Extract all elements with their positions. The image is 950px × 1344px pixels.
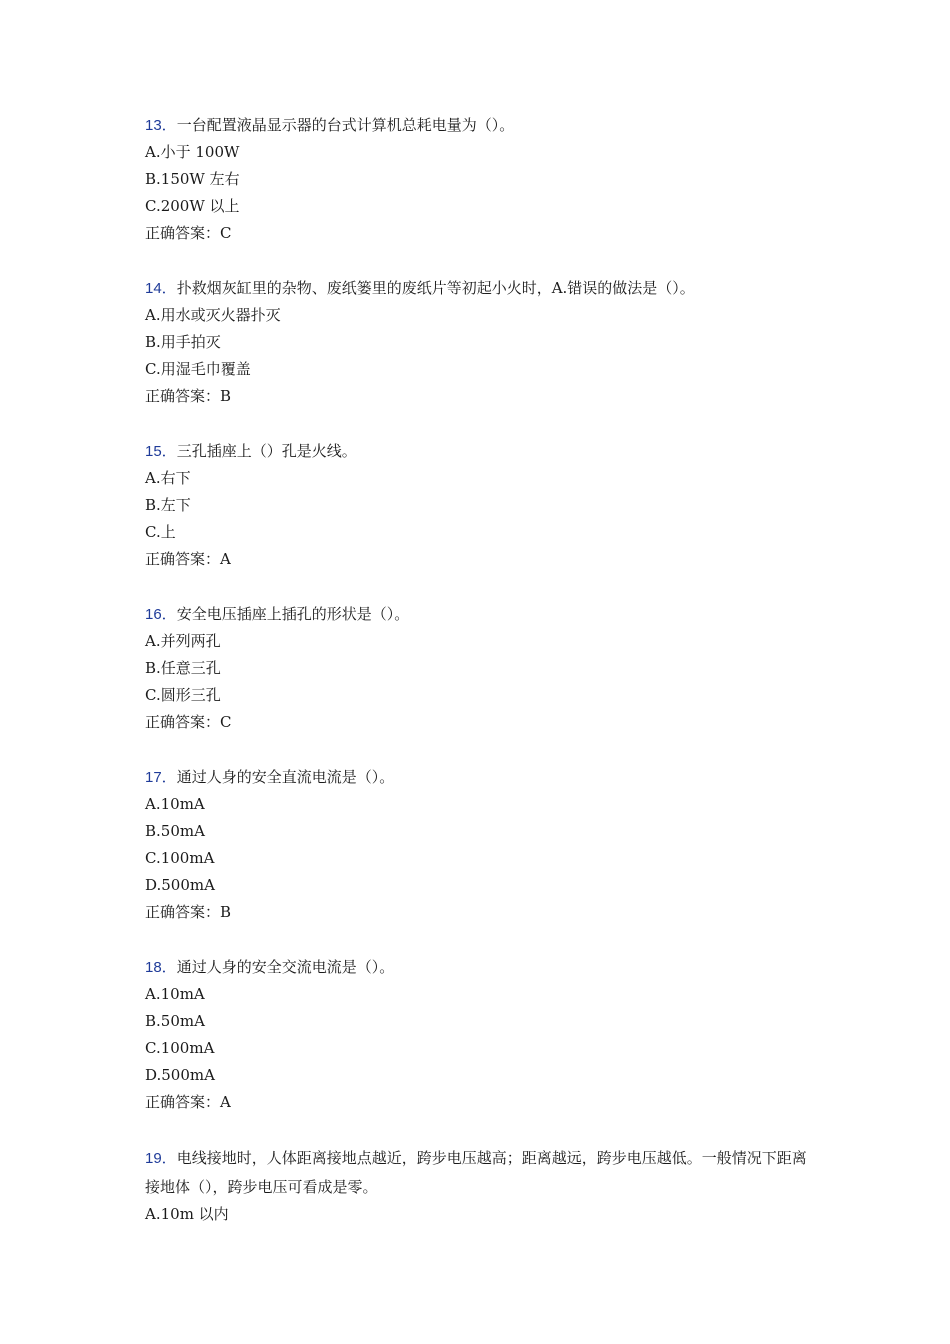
question-15 [145,438,815,573]
question-number: 17． [145,769,177,786]
option-d: D.500mA [145,876,215,894]
option-c: C.100mA [145,849,215,867]
question-title [145,764,815,791]
question-text: 电线接地时，人体距离接地点越近，跨步电压越高；距离越远，跨步电压越低。一般情况下距离接地体（），跨步电压可看成是零。 [145,1149,807,1196]
question-text: 通过人身的安全直流电流是（）。 [176,768,395,786]
question-number: 13． [145,117,177,134]
question-text: 一台配置液晶显示器的台式计算机总耗电量为（）。 [176,116,515,134]
correct-answer: 正确答案：A [145,1093,231,1111]
document-page [145,112,815,1256]
option-b: B.左下 [145,496,191,514]
option-d: D.500mA [145,1066,215,1084]
question-19 [145,1144,815,1228]
question-13 [145,112,815,247]
question-title [145,601,815,628]
question-14 [145,275,815,410]
question-number: 19． [145,1150,177,1167]
option-b: B.150W 左右 [145,170,240,188]
option-a: A.并列两孔 [145,632,221,650]
question-text: 安全电压插座上插孔的形状是（）。 [176,605,410,623]
question-18 [145,954,815,1116]
correct-answer: 正确答案：C [145,224,232,242]
option-b: B.任意三孔 [145,659,221,677]
question-16 [145,601,815,736]
question-number: 16． [145,606,177,623]
option-c: C.100mA [145,1039,215,1057]
question-number: 18． [145,959,177,976]
option-c: C.用湿毛巾覆盖 [145,360,251,378]
question-17 [145,764,815,926]
option-c: C.上 [145,523,176,541]
option-b: B.50mA [145,1012,205,1030]
option-c: C.圆形三孔 [145,686,221,704]
correct-answer: 正确答案：B [145,903,232,921]
question-title [145,438,815,465]
question-title [145,275,815,302]
question-text: 三孔插座上（）孔是火线。 [176,442,357,460]
option-a: A.用水或灭火器扑灭 [145,306,281,324]
option-a: A.10mA [145,795,205,813]
option-a: A.右下 [145,469,191,487]
option-b: B.用手拍灭 [145,333,221,351]
option-a: A.10mA [145,985,205,1003]
option-a: A.小于 100W [145,143,240,161]
question-title [145,1144,815,1201]
question-number: 15． [145,443,177,460]
correct-answer: 正确答案：A [145,550,231,568]
question-text: 通过人身的安全交流电流是（）。 [176,958,395,976]
question-title [145,954,815,981]
question-text: 扑救烟灰缸里的杂物、废纸篓里的废纸片等初起小火时，A.错误的做法是（）。 [176,279,695,297]
question-number: 14． [145,280,177,297]
correct-answer: 正确答案：C [145,713,232,731]
option-a: A.10m 以内 [145,1205,229,1223]
option-b: B.50mA [145,822,205,840]
question-title [145,112,815,139]
correct-answer: 正确答案：B [145,387,232,405]
option-c: C.200W 以上 [145,197,240,215]
